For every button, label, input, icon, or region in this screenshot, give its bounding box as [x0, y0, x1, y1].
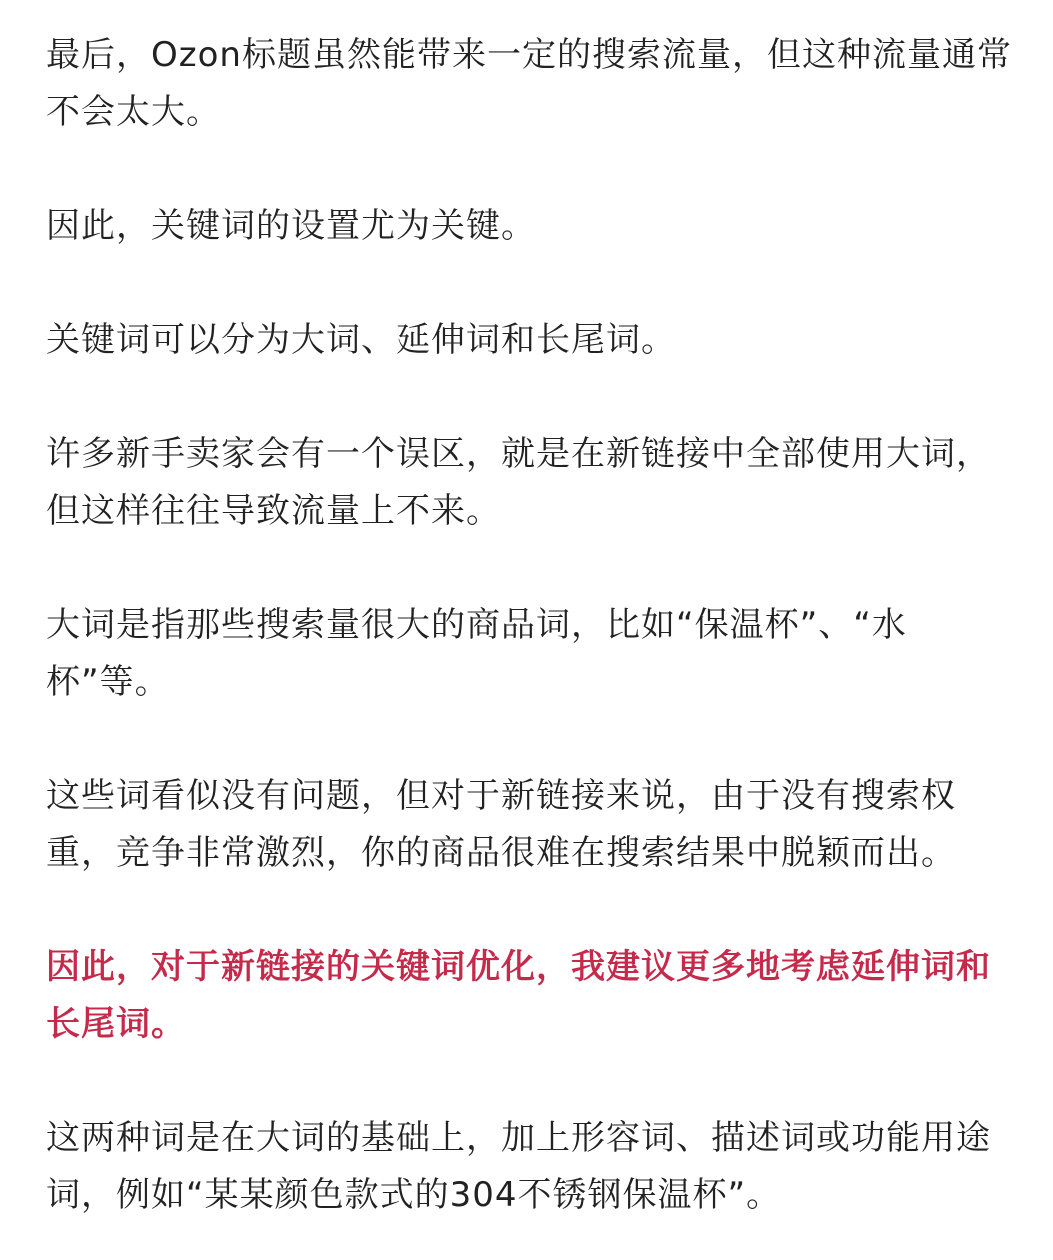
- article-body: [46, 27, 1014, 1224]
- paragraph-beginner-mistake: 许多新手卖家会有一个误区，就是在新链接中全部使用大词，但这样往往导致流量上不来。: [46, 434, 991, 531]
- paragraph-keyword-importance: 因此，关键词的设置尤为关键。: [46, 206, 536, 246]
- paragraph-keyword-types: 关键词可以分为大词、延伸词和长尾词。: [46, 320, 676, 360]
- paragraph-competition: 这些词看似没有问题，但对于新链接来说，由于没有搜索权重，竞争非常激烈，你的商品很难在搜索结果中脱颖而出。: [46, 776, 956, 873]
- paragraph-long-tail-example: 这两种词是在大词的基础上，加上形容词、描述词或功能用途词，例如“某某颜色款式的304不锈钢保温杯”。: [46, 1118, 991, 1215]
- paragraph-recommendation-highlight: 因此，对于新链接的关键词优化，我建议更多地考虑延伸词和长尾词。: [46, 947, 991, 1044]
- paragraph-big-word-definition: 大词是指那些搜索量很大的商品词，比如“保温杯”、“水杯”等。: [46, 605, 907, 702]
- paragraph-ozon-title-traffic: 最后，Ozon标题虽然能带来一定的搜索流量，但这种流量通常不会太大。: [46, 35, 1012, 132]
